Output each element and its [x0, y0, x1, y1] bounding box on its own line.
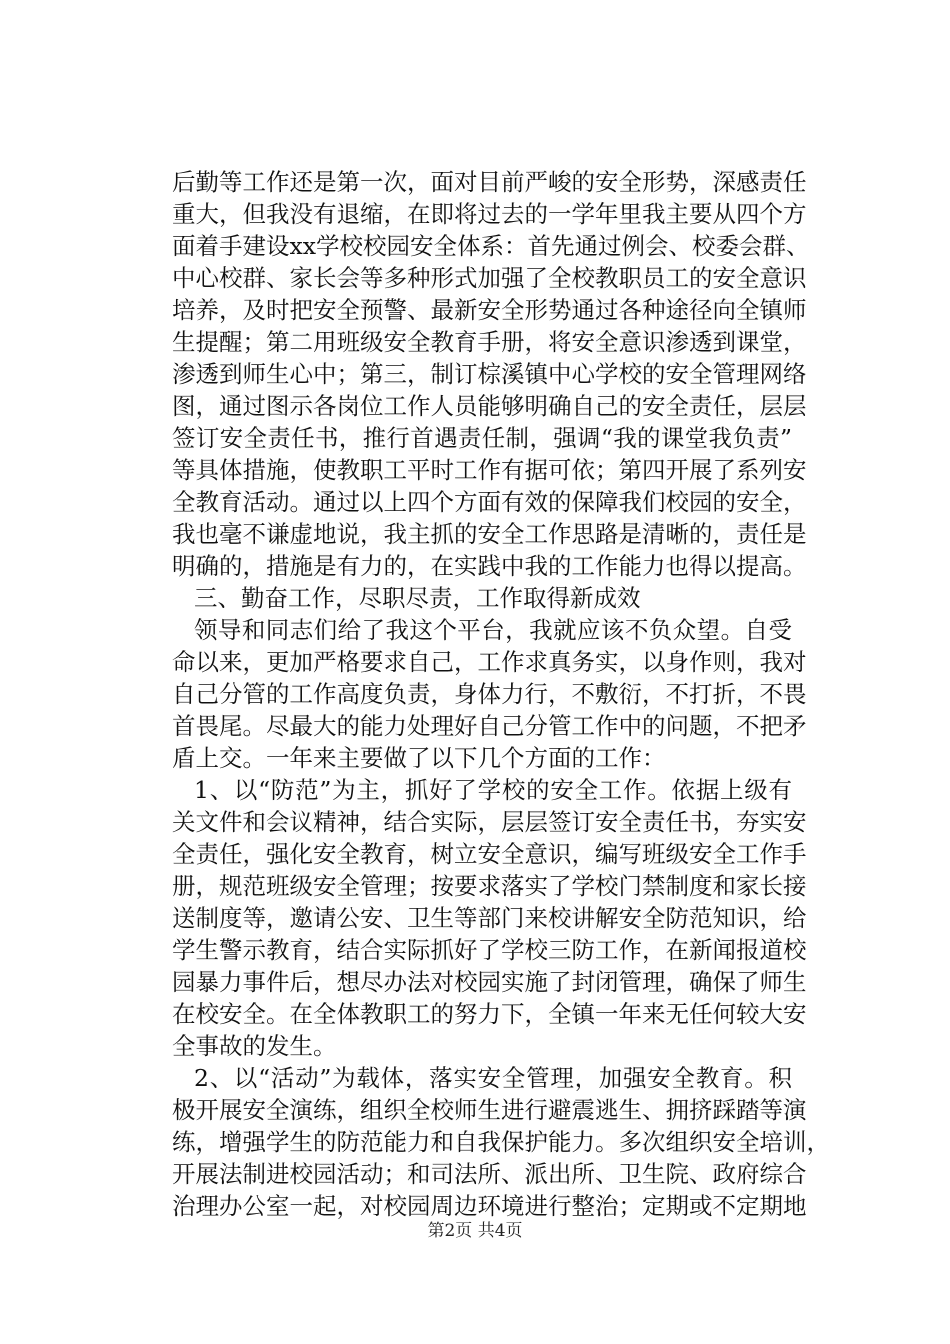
text-line: 中心校群、家长会等多种形式加强了全校教职员工的安全意识	[172, 264, 807, 292]
text-line: 学生警示教育，结合实际抓好了学校三防工作，在新闻报道校	[172, 936, 807, 964]
text-line: 开展法制进校园活动；和司法所、派出所、卫生院、政府综合	[172, 1160, 807, 1188]
text-line: 首畏尾。尽最大的能力处理好自己分管工作中的问题，不把矛	[172, 712, 807, 740]
text-line: 等具体措施，使教职工平时工作有据可依；第四开展了系列安	[172, 456, 807, 484]
text-line: 全教育活动。通过以上四个方面有效的保障我们校园的安全，	[172, 488, 807, 516]
text-line: 自己分管的工作高度负责，身体力行，不敷衍，不打折，不畏	[172, 680, 807, 708]
text-line: 盾上交。一年来主要做了以下几个方面的工作：	[172, 744, 666, 772]
text-line: 园暴力事件后，想尽办法对校园实施了封闭管理，确保了师生	[172, 968, 807, 996]
text-line: 重大，但我没有退缩，在即将过去的一学年里我主要从四个方	[172, 200, 807, 228]
text-line: 明确的，措施是有力的，在实践中我的工作能力也得以提高。	[172, 552, 807, 580]
text-line: 生提醒；第二用班级安全教育手册，将安全意识渗透到课堂，	[172, 328, 807, 356]
text-line: 在校安全。在全体教职工的努力下，全镇一年来无任何较大安	[172, 1000, 807, 1028]
text-line: 我也毫不谦虚地说，我主抓的安全工作思路是清晰的，责任是	[172, 520, 807, 548]
text-line: 1、以“防范”为主，抓好了学校的安全工作。依据上级有	[194, 776, 792, 804]
text-line: 领导和同志们给了我这个平台，我就应该不负众望。自受	[194, 616, 792, 644]
text-line: 后勤等工作还是第一次，面对目前严峻的安全形势，深感责任	[172, 168, 807, 196]
text-line: 关文件和会议精神，结合实际，层层签订安全责任书，夯实安	[172, 808, 807, 836]
text-line: 册，规范班级安全管理；按要求落实了学校门禁制度和家长接	[172, 872, 807, 900]
body-text	[172, 166, 830, 1222]
text-line: 三、勤奋工作，尽职尽责，工作取得新成效	[194, 584, 641, 612]
text-line: 极开展安全演练，组织全校师生进行避震逃生、拥挤踩踏等演	[172, 1096, 807, 1124]
text-line: 图，通过图示各岗位工作人员能够明确自己的安全责任，层层	[172, 392, 807, 420]
text-line: 治理办公室一起，对校园周边环境进行整治；定期或不定期地	[172, 1192, 807, 1220]
text-line: 面着手建设xx学校校园安全体系：首先通过例会、校委会群、	[172, 232, 810, 260]
text-line: 签订安全责任书，推行首遇责任制，强调“我的课堂我负责”	[172, 424, 792, 452]
text-line: 命以来，更加严格要求自己，工作求真务实，以身作则，我对	[172, 648, 807, 676]
text-line: 渗透到师生心中；第三，制订棕溪镇中心学校的安全管理网络	[172, 360, 807, 388]
text-line: 全责任，强化安全教育，树立安全意识，编写班级安全工作手	[172, 840, 807, 868]
text-line: 送制度等，邀请公安、卫生等部门来校讲解安全防范知识，给	[172, 904, 807, 932]
text-line: 2、以“活动”为载体，落实安全管理，加强安全教育。积	[194, 1064, 792, 1092]
page-footer: 第2页 共4页	[427, 1221, 523, 1241]
text-line: 培养，及时把安全预警、最新安全形势通过各种途径向全镇师	[172, 296, 807, 324]
text-line: 全事故的发生。	[172, 1032, 337, 1060]
text-line: 练，增强学生的防范能力和自我保护能力。多次组织安全培训，	[172, 1128, 830, 1156]
